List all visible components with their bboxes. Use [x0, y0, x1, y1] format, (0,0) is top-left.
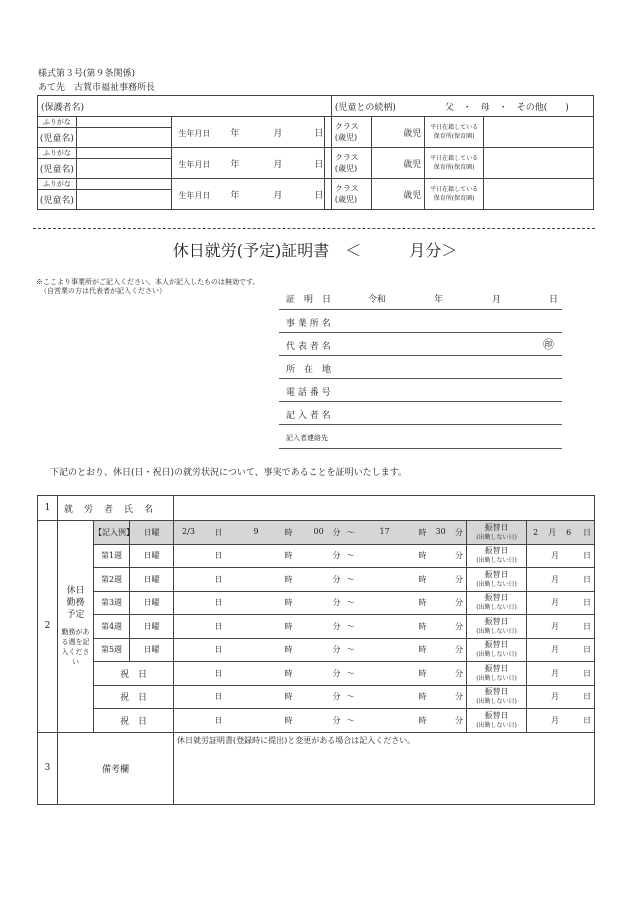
- child1-birthdate[interactable]: 生年月日 年 月 日: [172, 117, 325, 148]
- row0-tilde: ～: [344, 544, 358, 568]
- child2-furigana-input[interactable]: [76, 148, 172, 159]
- table-row: [38, 591, 595, 615]
- row4-week: 第5週: [94, 638, 130, 662]
- row3-start-hour[interactable]: 時: [226, 615, 296, 639]
- cert-date-line[interactable]: [279, 309, 562, 310]
- child1-furigana-input[interactable]: [76, 117, 172, 128]
- row2-end-min[interactable]: 分: [430, 591, 467, 615]
- row4-substitute-label: 振替日 (出勤しない日): [467, 638, 527, 662]
- rep-line[interactable]: [279, 355, 562, 356]
- rowexample-date[interactable]: 2/3 日: [174, 521, 226, 545]
- row7-substitute-date[interactable]: 月 日: [527, 709, 595, 733]
- row4-start-min[interactable]: 分: [296, 638, 344, 662]
- example-day: 日曜: [130, 521, 174, 545]
- relation-cell[interactable]: (児童との続柄) 父 ・ 母 ・ その他( ): [331, 96, 593, 117]
- row1-day: 日曜: [130, 568, 174, 592]
- row1-substitute-date[interactable]: 月 日: [527, 568, 595, 592]
- worker-name-input[interactable]: [174, 496, 595, 521]
- row7-date[interactable]: 日: [174, 709, 226, 733]
- table-row: [38, 662, 595, 686]
- row1-substitute-label: 振替日 (出勤しない日): [467, 568, 527, 592]
- note-line1: ※ここより事業所がご記入ください。本人が記入したものは無効です。: [36, 278, 260, 286]
- row3-day: 日曜: [130, 615, 174, 639]
- child3-name-input[interactable]: [76, 190, 172, 210]
- row5-substitute-label: 振替日 (出勤しない日): [467, 662, 527, 686]
- row1-end-hour[interactable]: 時: [358, 568, 430, 592]
- phone-label: 電 話 番 号: [286, 388, 331, 398]
- rowexample-start-hour[interactable]: 9 時: [226, 521, 296, 545]
- row7-substitute-label: 振替日 (出勤しない日): [467, 709, 527, 733]
- row7-week: 祝 日: [94, 709, 174, 733]
- row5-start-hour[interactable]: 時: [226, 662, 296, 686]
- office-label: 事 業 所 名: [286, 319, 331, 329]
- row4-substitute-date[interactable]: 月 日: [527, 638, 595, 662]
- rowexample-end-min[interactable]: 30 分: [430, 521, 467, 545]
- child3-class: クラス (歳児): [331, 179, 371, 210]
- row1-tilde: ～: [344, 568, 358, 592]
- child3-age[interactable]: 歳児: [371, 179, 425, 210]
- table-row: [38, 521, 595, 545]
- row3-date[interactable]: 日: [174, 615, 226, 639]
- row1-start-min[interactable]: 分: [296, 568, 344, 592]
- row2-start-min[interactable]: 分: [296, 591, 344, 615]
- child2-weekday-nursery[interactable]: [483, 148, 593, 179]
- rowexample-end-hour[interactable]: 17 時: [358, 521, 430, 545]
- schedule-table: [37, 495, 595, 805]
- writer-contact-line[interactable]: [279, 448, 562, 449]
- row4-end-min[interactable]: 分: [430, 638, 467, 662]
- row4-tilde: ～: [344, 638, 358, 662]
- row0-substitute-label: 振替日 (出勤しない日): [467, 544, 527, 568]
- page-title: 休日就労(予定)証明書 ＜ 月分＞: [172, 241, 458, 260]
- rep-label: 代 表 者 名: [286, 342, 331, 352]
- row1-week: 第2週: [94, 568, 130, 592]
- row0-day: 日曜: [130, 544, 174, 568]
- row7-start-hour[interactable]: 時: [226, 709, 296, 733]
- row3-end-min[interactable]: 分: [430, 615, 467, 639]
- addressee: あて先 古賀市福祉事務所長: [38, 83, 156, 93]
- row1-start-hour[interactable]: 時: [226, 568, 296, 592]
- child1-sibling-label: 平日在籍している 保育所(保育園): [425, 117, 484, 148]
- row3-start-min[interactable]: 分: [296, 615, 344, 639]
- row0-end-hour[interactable]: 時: [358, 544, 430, 568]
- writer-contact-label: 記入者連絡先: [286, 434, 328, 442]
- table-row: [38, 709, 595, 733]
- row6-date[interactable]: 日: [174, 685, 226, 709]
- row4-end-hour[interactable]: 時: [358, 638, 430, 662]
- child3-weekday-nursery[interactable]: [483, 179, 593, 210]
- row5-substitute-date[interactable]: 月 日: [527, 662, 595, 686]
- row1-date[interactable]: 日: [174, 568, 226, 592]
- row2-substitute-date[interactable]: 月 日: [527, 591, 595, 615]
- row2-start-hour[interactable]: 時: [226, 591, 296, 615]
- row2-date[interactable]: 日: [174, 591, 226, 615]
- row7-end-min[interactable]: 分: [430, 709, 467, 733]
- cert-era: 令和: [368, 295, 387, 305]
- row3-substitute-date[interactable]: 月 日: [527, 615, 595, 639]
- row6-substitute-date[interactable]: 月 日: [527, 685, 595, 709]
- row2-number: 2: [38, 521, 58, 733]
- table-row: [38, 544, 595, 568]
- row6-start-min[interactable]: 分: [296, 685, 344, 709]
- row7-tilde: ～: [344, 709, 358, 733]
- row2-tilde: ～: [344, 591, 358, 615]
- row4-day: 日曜: [130, 638, 174, 662]
- remarks-cell[interactable]: [174, 732, 595, 804]
- row1-end-min[interactable]: 分: [430, 568, 467, 592]
- row2-substitute-label: 振替日 (出勤しない日): [467, 591, 527, 615]
- guardian-children-table: (保護者名) (児童との続柄) 父 ・ 母 ・ その他( ) ふりがな 生年月日 年 月 日 クラス (歳児) 歳児 平日在籍している 保育所(保育園) (児童名) ふりがな 生年月日 年 月 日 クラス (歳児) 歳児 平日在籍している 保育所(保育園) (児童名) ふりがな 生年月日 年 月 日 クラス (歳児) 歳児 平日在籍している 保育所(保育園) (児童名): [37, 95, 594, 210]
- office-line[interactable]: [279, 332, 562, 333]
- row7-start-min[interactable]: 分: [296, 709, 344, 733]
- row5-week: 祝 日: [94, 662, 174, 686]
- rowexample-substitute-date[interactable]: 2 月 6 日: [527, 521, 595, 545]
- cut-line: [33, 228, 595, 229]
- row2-week: 第3週: [94, 591, 130, 615]
- row0-start-hour[interactable]: 時: [226, 544, 296, 568]
- writer-label: 記 入 者 名: [286, 411, 331, 421]
- row2-day: 日曜: [130, 591, 174, 615]
- example-label: 【記入例】: [94, 521, 130, 545]
- child1-weekday-nursery[interactable]: [483, 117, 593, 148]
- phone-line[interactable]: [279, 401, 562, 402]
- child2-birthdate[interactable]: 生年月日 年 月 日: [172, 148, 325, 179]
- child3-sibling-label: 平日在籍している 保育所(保育園): [425, 179, 484, 210]
- row0-week: 第1週: [94, 544, 130, 568]
- table-row: [38, 638, 595, 662]
- row5-tilde: ～: [344, 662, 358, 686]
- row6-week: 祝 日: [94, 685, 174, 709]
- child1-name-input[interactable]: [76, 128, 172, 148]
- row4-start-hour[interactable]: 時: [226, 638, 296, 662]
- row7-end-hour[interactable]: 時: [358, 709, 430, 733]
- row6-tilde: ～: [344, 685, 358, 709]
- form-number: 様式第３号(第９条関係): [38, 69, 136, 79]
- row0-end-min[interactable]: 分: [430, 544, 467, 568]
- row6-end-min[interactable]: 分: [430, 685, 467, 709]
- child2-sibling-label: 平日在籍している 保育所(保育園): [425, 148, 484, 179]
- holiday-schedule-label: 休日 勤務 予定 勤務がある週を記入ください: [58, 521, 94, 733]
- row5-start-min[interactable]: 分: [296, 662, 344, 686]
- row6-substitute-label: 振替日 (出勤しない日): [467, 685, 527, 709]
- rowexample-substitute-label: 振替日 (出勤しない日): [467, 521, 527, 545]
- row6-start-hour[interactable]: 時: [226, 685, 296, 709]
- row5-end-min[interactable]: 分: [430, 662, 467, 686]
- row5-end-hour[interactable]: 時: [358, 662, 430, 686]
- child2-name-input[interactable]: [76, 159, 172, 179]
- address-line[interactable]: [279, 378, 562, 379]
- table-row: [38, 685, 595, 709]
- row0-substitute-date[interactable]: 月 日: [527, 544, 595, 568]
- child2-class: クラス (歳児): [331, 148, 371, 179]
- row3-number: 3: [38, 732, 58, 804]
- note-line2: （自営業の方は代表者が記入ください）: [40, 287, 166, 295]
- row0-start-min[interactable]: 分: [296, 544, 344, 568]
- row3-tilde: ～: [344, 615, 358, 639]
- row4-date[interactable]: 日: [174, 638, 226, 662]
- row2-end-hour[interactable]: 時: [358, 591, 430, 615]
- table-row: [38, 568, 595, 592]
- statement: 下記のとおり、休日(日・祝日)の就労状況について、事実であることを証明いたします。: [50, 468, 407, 478]
- rowexample-start-min[interactable]: 00 分: [296, 521, 344, 545]
- child1-class: クラス (歳児): [331, 117, 371, 148]
- row5-date[interactable]: 日: [174, 662, 226, 686]
- row0-date[interactable]: 日: [174, 544, 226, 568]
- row3-substitute-label: 振替日 (出勤しない日): [467, 615, 527, 639]
- row3-week: 第4週: [94, 615, 130, 639]
- row6-end-hour[interactable]: 時: [358, 685, 430, 709]
- cert-date-label: 証 明 日: [286, 295, 332, 305]
- child2-age[interactable]: 歳児: [371, 148, 425, 179]
- seal-mark: ㊞: [543, 338, 554, 351]
- worker-name-label: 就 労 者 氏 名: [58, 496, 174, 521]
- row3-end-hour[interactable]: 時: [358, 615, 430, 639]
- child1-age[interactable]: 歳児: [371, 117, 425, 148]
- child3-furigana-input[interactable]: [76, 179, 172, 190]
- writer-line[interactable]: [279, 424, 562, 425]
- remarks-label: 備考欄: [58, 732, 174, 804]
- remarks-text: 休日就労証明書(登録時に提出)と変更がある場合は記入ください。: [177, 735, 416, 745]
- guardian-name-cell[interactable]: (保護者名): [38, 96, 332, 117]
- child3-birthdate[interactable]: 生年月日 年 月 日: [172, 179, 325, 210]
- table-row: [38, 615, 595, 639]
- rowexample-tilde: ～: [344, 521, 358, 545]
- row1-number: 1: [38, 496, 58, 521]
- address-label: 所 在 地: [286, 365, 332, 375]
